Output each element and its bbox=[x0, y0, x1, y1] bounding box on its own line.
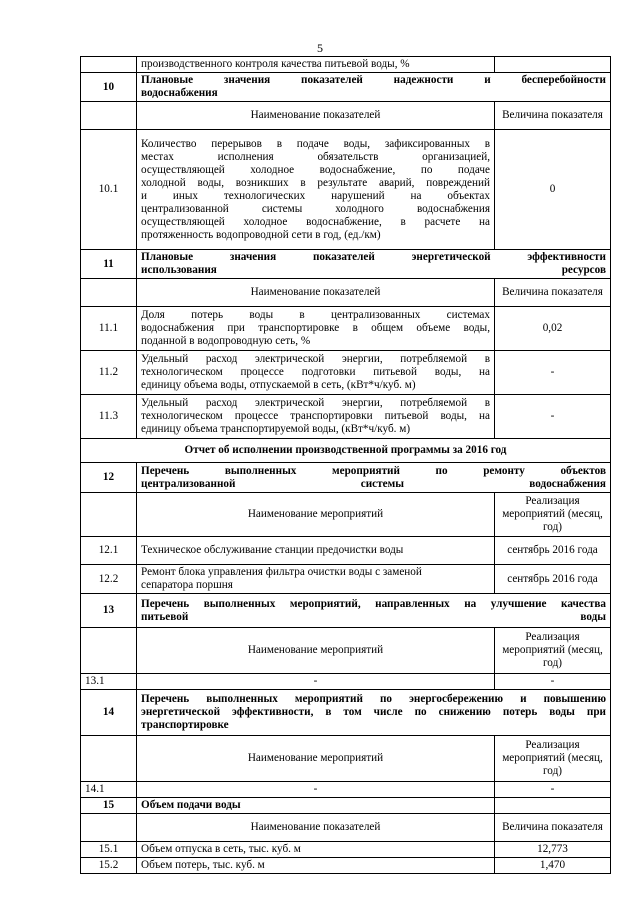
section-number: 12 bbox=[81, 463, 137, 493]
section-row-13 bbox=[81, 594, 611, 628]
row-value-cell: - bbox=[495, 395, 611, 439]
column-header-row bbox=[81, 736, 611, 782]
row-text-cell: - bbox=[137, 674, 495, 690]
table-row bbox=[81, 130, 611, 250]
row-text-cell: Техническое обслуживание станции предочистки воды bbox=[137, 537, 495, 565]
row-number-cell: 13.1 bbox=[81, 674, 137, 690]
row-text-cell: Ремонт блока управления фильтра очистки воды с заменой сепаратора поршня bbox=[137, 565, 495, 594]
column-header-value: Реализация мероприятий (месяц, год) bbox=[495, 493, 611, 537]
section-row-14 bbox=[81, 690, 611, 736]
table-row bbox=[81, 674, 611, 690]
column-header-row bbox=[81, 102, 611, 130]
column-header-row bbox=[81, 493, 611, 537]
row-text-cell: Объем отпуска в сеть, тыс. куб. м bbox=[137, 842, 495, 858]
table-row bbox=[81, 307, 611, 351]
column-header-value: Величина показателя bbox=[495, 279, 611, 307]
section-title: Объем подачи воды bbox=[137, 798, 495, 814]
row-value-cell: 12,773 bbox=[495, 842, 611, 858]
section-title: Плановые значения показателей надежности и бесперебойности водоснабжения bbox=[137, 73, 611, 102]
row-number-cell: 11.1 bbox=[81, 307, 137, 351]
column-header-name: Наименование показателей bbox=[137, 814, 495, 842]
row-text-cell: Объем потерь, тыс. куб. м bbox=[137, 858, 495, 874]
row-value-cell: - bbox=[495, 351, 611, 395]
row-value-cell: сентябрь 2016 года bbox=[495, 565, 611, 594]
table-row bbox=[81, 57, 611, 73]
section-title: Перечень выполненных мероприятий по энергосбережению и повышению энергетической эффективности, в том числе по снижению потерь воды при транспортировке bbox=[137, 690, 611, 736]
production-program-table bbox=[80, 56, 611, 874]
section-title: Перечень выполненных мероприятий по ремонту объектов централизованной системы водоснабжения bbox=[137, 463, 611, 493]
section-row-12 bbox=[81, 463, 611, 493]
row-text-cell: Количество перерывов в подаче воды, зафиксированных в местах исполнения обязательств организацией, осуществляющей холодное водоснабжение, по подаче холодной воды, возникших в результате аварий, повреждений и иных технологических нарушений на объектах централизованной системы холодного водоснабжения осуществляющей холодное водоснабжение, в расчете на протяженность водопроводной сети в год, (ед./км) bbox=[137, 130, 495, 250]
row-text-cell: Удельный расход электрической энергии, потребляемой в технологическом процессе подготовки питьевой воды, на единицу объема воды, отпускаемой в сеть, (кВт*ч/куб. м) bbox=[137, 351, 495, 395]
row-number-cell: 11.2 bbox=[81, 351, 137, 395]
table-row bbox=[81, 565, 611, 594]
section-number: 10 bbox=[81, 73, 137, 102]
column-header-value: Величина показателя bbox=[495, 102, 611, 130]
row-number-cell: 12.2 bbox=[81, 565, 137, 594]
row-number-cell: 14.1 bbox=[81, 782, 137, 798]
column-header-row bbox=[81, 279, 611, 307]
column-header-row bbox=[81, 628, 611, 674]
row-value-cell: 0,02 bbox=[495, 307, 611, 351]
table-row bbox=[81, 537, 611, 565]
report-title-row bbox=[81, 439, 611, 463]
section-row-10 bbox=[81, 73, 611, 102]
column-header-row bbox=[81, 814, 611, 842]
section-number: 13 bbox=[81, 594, 137, 628]
row-number-cell: 10.1 bbox=[81, 130, 137, 250]
row-text-cell: Доля потерь воды в централизованных системах водоснабжения при транспортировке в общем объеме воды, поданной в водопроводную сеть, % bbox=[137, 307, 495, 351]
section-number: 15 bbox=[81, 798, 137, 814]
table-row bbox=[81, 782, 611, 798]
row-value-cell: - bbox=[495, 674, 611, 690]
table-row bbox=[81, 858, 611, 874]
row-text-cell: производственного контроля качества питьевой воды, % bbox=[137, 57, 495, 73]
row-value-cell: 1,470 bbox=[495, 858, 611, 874]
table-row bbox=[81, 351, 611, 395]
row-value-cell: сентябрь 2016 года bbox=[495, 537, 611, 565]
column-header-value: Величина показателя bbox=[495, 814, 611, 842]
page-number: 5 bbox=[317, 41, 323, 55]
column-header-name: Наименование показателей bbox=[137, 279, 495, 307]
column-header-value: Реализация мероприятий (месяц, год) bbox=[495, 736, 611, 782]
column-header-value: Реализация мероприятий (месяц, год) bbox=[495, 628, 611, 674]
section-number: 11 bbox=[81, 250, 137, 279]
table-row bbox=[81, 842, 611, 858]
section-title: Перечень выполненных мероприятий, направленных на улучшение качества питьевой воды bbox=[137, 594, 611, 628]
column-header-name: Наименование мероприятий bbox=[137, 628, 495, 674]
row-number-cell bbox=[81, 57, 137, 73]
section-title: Плановые значения показателей энергетической эффективности использования ресурсов bbox=[137, 250, 611, 279]
report-title: Отчет об исполнении производственной программы за 2016 год bbox=[81, 439, 611, 463]
row-value-cell bbox=[495, 57, 611, 73]
column-header-name: Наименование показателей bbox=[137, 102, 495, 130]
column-header-name: Наименование мероприятий bbox=[137, 493, 495, 537]
row-number-cell: 12.1 bbox=[81, 537, 137, 565]
section-row-11 bbox=[81, 250, 611, 279]
row-value-cell: - bbox=[495, 782, 611, 798]
column-header-name: Наименование мероприятий bbox=[137, 736, 495, 782]
table-row bbox=[81, 395, 611, 439]
row-number-cell: 15.2 bbox=[81, 858, 137, 874]
section-row-15 bbox=[81, 798, 611, 814]
row-number-cell: 11.3 bbox=[81, 395, 137, 439]
row-text-cell: Удельный расход электрической энергии, потребляемой в технологическом процессе транспортировки питьевой воды, на единицу объема транспортируемой воды, (кВт*ч/куб. м) bbox=[137, 395, 495, 439]
row-text-cell: - bbox=[137, 782, 495, 798]
section-number: 14 bbox=[81, 690, 137, 736]
row-number-cell: 15.1 bbox=[81, 842, 137, 858]
row-value-cell: 0 bbox=[495, 130, 611, 250]
